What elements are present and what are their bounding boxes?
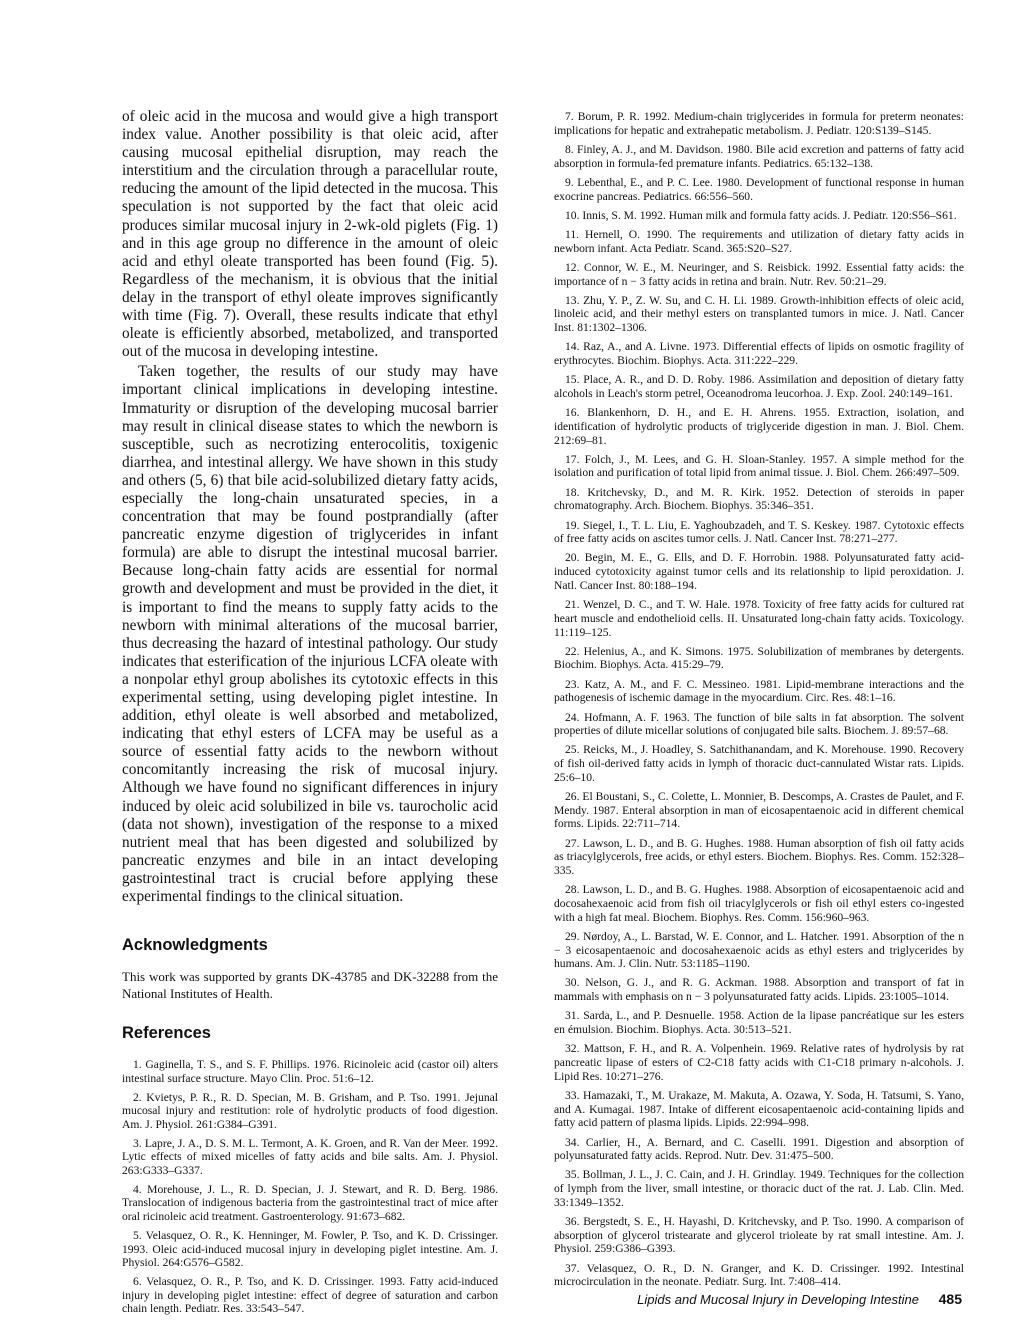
reference-item: 22. Helenius, A., and K. Simons. 1975. Solubilization of membranes by detergents. Biochim. Biophys. Acta. 415:29–79. bbox=[554, 644, 964, 672]
reference-item: 16. Blankenhorn, D. H., and E. H. Ahrens. 1955. Extraction, isolation, and identification of hydrolytic products of triglyceride digestion in man. J. Biol. Chem. 212:69–81. bbox=[554, 406, 964, 447]
references-heading: References bbox=[122, 1024, 211, 1043]
reference-item: 6. Velasquez, O. R., P. Tso, and K. D. Crissinger. 1993. Fatty acid-induced injury in developing piglet intestine: effect of degree of saturation and carbon chain length. Pediatr. Res. 33:543–547. bbox=[122, 1274, 498, 1316]
reference-item: 14. Raz, A., and A. Livne. 1973. Differential effects of lipids on osmotic fragility of erythrocytes. Biochim. Biophys. Acta. 311:222–229. bbox=[554, 340, 964, 368]
reference-item: 35. Bollman, J. L., J. C. Cain, and J. H. Grindlay. 1949. Techniques for the collection of lymph from the liver, small intestine, or thoracic duct of the rat. J. Lab. Clin. Med. 33:1349–1352. bbox=[554, 1168, 964, 1209]
acknowledgments-heading: Acknowledgments bbox=[122, 936, 268, 955]
reference-item: 30. Nelson, G. J., and R. G. Ackman. 1988. Absorption and transport of fat in mammals with emphasis on n − 3 polyunsaturated fatty acids. Lipids. 23:1005–1014. bbox=[554, 976, 964, 1004]
reference-item: 26. El Boustani, S., C. Colette, L. Monnier, B. Descomps, A. Crastes de Paulet, and F. Mendy. 1987. Enteral absorption in man of eicosapentaenoic acid in different chemical forms. Lipids. 22:711–714. bbox=[554, 790, 964, 831]
reference-item: 17. Folch, J., M. Lees, and G. H. Sloan-Stanley. 1957. A simple method for the isolation and purification of total lipid from animal tissue. J. Biol. Chem. 266:497–509. bbox=[554, 452, 964, 480]
reference-item: 9. Lebenthal, E., and P. C. Lee. 1980. Development of functional response in human exocrine pancreas. Pediatrics. 66:556–560. bbox=[554, 175, 964, 203]
reference-item: 2. Kvietys, P. R., R. D. Specian, M. B. Grisham, and P. Tso. 1991. Jejunal mucosal injury and restitution: role of hydrolytic products of food digestion. Am. J. Physiol. 261:G384–G391. bbox=[122, 1090, 498, 1131]
reference-item: 7. Borum, P. R. 1992. Medium-chain triglycerides in formula for preterm neonates: implications for hepatic and extrahepatic metabolism. J. Pediatr. 120:S139–S145. bbox=[554, 110, 964, 137]
reference-item: 20. Begin, M. E., G. Ells, and D. F. Horrobin. 1988. Polyunsaturated fatty acid-induced cytotoxicity against tumor cells and its relationship to lipid peroxidation. J. Natl. Cancer Inst. 80:188–194. bbox=[554, 551, 964, 592]
body-paragraph: Taken together, the results of our study may have important clinical implications in developing intestine. Immaturity or disruption of the developing mucosal barrier may result in clinical disease states to which the newborn is susceptible, such as necrotizing enterocolitis, toxigenic diarrhea, and intestinal allergy. We have shown in this study and others (5, 6) that bile acid-solubilized dietary fatty acids, especially the long-chain unsaturated species, in a concentration that may be found postprandially (after pancreatic enzyme digestion of triglycerides in infant formula) are able to disrupt the intestinal mucosal barrier. Because long-chain fatty acids are essential for normal growth and development and must be provided in the diet, it is important to find the means to supply fatty acids to the newborn with minimal alterations of the mucosal barrier, thus decreasing the hazard of intestinal pathology. Our study indicates that esterification of the injurious LCFA oleate with a nonpolar ethyl group abolishes its cytotoxic effects in this experimental setting, using developing piglet intestine. In addition, ethyl oleate is well absorbed and metabolized, indicating that ethyl esters of LCFA may be useful as a source of essential fatty acids to the newborn without concomitantly increasing the risk of mucosal injury. Although we have found no significant differences in injury induced by oleic acid solubilized in bile vs. taurocholic acid (data not shown), investigation of the response to a mixed nutrient meal that has been digested and solubilized by pancreatic enzymes and bile in an intact developing gastrointestinal tract is crucial before applying these experimental findings to the clinical situation. bbox=[122, 363, 498, 906]
page-footer bbox=[637, 1291, 962, 1307]
body-paragraph: of oleic acid in the mucosa and would give a high transport index value. Another possibility is that oleic acid, after causing mucosal epithelial disruption, may reach the interstitium and the circulation through a paracellular route, reducing the amount of the lipid detected in the mucosa. This speculation is not supported by the fact that oleic acid produces similar mucosal injury in 2-wk-old piglets (Fig. 1) and in this age group no difference in the amount of oleic acid and ethyl oleate transported has been found (Fig. 5). Regardless of the mechanism, it is obvious that the initial delay in the transport of ethyl oleate improves significantly with time (Fig. 7). Overall, these results indicate that ethyl oleate is efficiently absorbed, metabolized, and transported out of the mucosa in developing intestine. bbox=[122, 108, 498, 361]
reference-item: 24. Hofmann, A. F. 1963. The function of bile salts in fat absorption. The solvent properties of dilute micellar solutions of conjugated bile salts. Biochem. J. 89:57–68. bbox=[554, 710, 964, 738]
reference-item: 11. Hernell, O. 1990. The requirements and utilization of dietary fatty acids in newborn infant. Acta Pediatr. Scand. 365:S20–S27. bbox=[554, 227, 964, 255]
reference-item: 28. Lawson, L. D., and B. G. Hughes. 1988. Absorption of eicosapentaenoic acid and docosahexaenoic acid from fish oil triacylglycerols or fish oil ethyl esters co-ingested with a high fat meal. Biochem. Biophys. Res. Comm. 156:960–963. bbox=[554, 883, 964, 924]
running-title: Lipids and Mucosal Injury in Developing Intestine bbox=[637, 1292, 920, 1307]
acknowledgments-text: This work was supported by grants DK-43785 and DK-32288 from the National Institutes of Health. bbox=[122, 969, 498, 1001]
reference-item: 3. Lapre, J. A., D. S. M. L. Termont, A. K. Groen, and R. Van der Meer. 1992. Lytic effects of mixed micelles of fatty acids and bile salts. Am. J. Physiol. 263:G333–G337. bbox=[122, 1136, 498, 1178]
reference-item: 21. Wenzel, D. C., and T. W. Hale. 1978. Toxicity of free fatty acids for cultured rat heart muscle and endothelioid cells. II. Unsaturated long-chain fatty acids. Toxicology. 11:119–125. bbox=[554, 598, 964, 639]
reference-item: 29. Nørdoy, A., L. Barstad, W. E. Connor, and L. Hatcher. 1991. Absorption of the n − 3 eicosapentaenoic and docosahexaenoic acids as ethyl esters and triglycerides by humans. Am. J. Clin. Nutr. 53:1185–1190. bbox=[554, 929, 964, 971]
reference-item: 18. Kritchevsky, D., and M. R. Kirk. 1952. Detection of steroids in paper chromatography. Arch. Biochem. Biophys. 35:346–351. bbox=[554, 485, 964, 513]
references-list-right bbox=[554, 110, 964, 1295]
reference-item: 12. Connor, W. E., M. Neuringer, and S. Reisbick. 1992. Essential fatty acids: the importance of n − 3 fatty acids in retina and brain. Nutr. Rev. 50:21–29. bbox=[554, 260, 964, 288]
page-number: 485 bbox=[938, 1291, 962, 1307]
reference-item: 1. Gaginella, T. S., and S. F. Phillips. 1976. Ricinoleic acid (castor oil) alters intestinal surface structure. Mayo Clin. Proc. 51:6–12. bbox=[122, 1058, 498, 1085]
reference-item: 34. Carlier, H., A. Bernard, and C. Caselli. 1991. Digestion and absorption of polyunsaturated fatty acids. Reprod. Nutr. Dev. 31:475–500. bbox=[554, 1135, 964, 1163]
reference-item: 23. Katz, A. M., and F. C. Messineo. 1981. Lipid-membrane interactions and the pathogenesis of ischemic damage in the myocardium. Circ. Res. 48:1–16. bbox=[554, 677, 964, 705]
reference-item: 32. Mattson, F. H., and R. A. Volpenhein. 1969. Relative rates of hydrolysis by rat pancreatic lipase of esters of C2-C18 fatty acids with C1-C18 primary n-alcohols. J. Lipid Res. 10:271–276. bbox=[554, 1042, 964, 1083]
reference-item: 37. Velasquez, O. R., D. N. Granger, and K. D. Crissinger. 1992. Intestinal microcirculation in the neonate. Pediatr. Surg. Int. 7:408–414. bbox=[554, 1261, 964, 1289]
reference-item: 13. Zhu, Y. P., Z. W. Su, and C. H. Li. 1989. Growth-inhibition effects of oleic acid, linoleic acid, and their methyl esters on transplanted tumors in mice. J. Natl. Cancer Inst. 81:1302–1306. bbox=[554, 293, 964, 335]
reference-item: 5. Velasquez, O. R., K. Henninger, M. Fowler, P. Tso, and K. D. Crissinger. 1993. Oleic acid-induced mucosal injury in developing piglet intestine. Am. J. Physiol. 264:G576–G582. bbox=[122, 1228, 498, 1270]
reference-item: 15. Place, A. R., and D. D. Roby. 1986. Assimilation and deposition of dietary fatty alcohols in Leach's storm petrel, Oceanodroma leucorhoa. J. Exp. Zool. 240:149–161. bbox=[554, 373, 964, 400]
reference-item: 19. Siegel, I., T. L. Liu, E. Yaghoubzadeh, and T. S. Keskey. 1987. Cytotoxic effects of free fatty acids on ascites tumor cells. J. Natl. Cancer Inst. 78:271–277. bbox=[554, 518, 964, 546]
reference-item: 4. Morehouse, J. L., R. D. Specian, J. J. Stewart, and R. D. Berg. 1986. Translocation of indigenous bacteria from the gastrointestinal tract of mice after oral ricinoleic acid treatment. Gastroenterology. 91:673–682. bbox=[122, 1182, 498, 1224]
reference-item: 25. Reicks, M., J. Hoadley, S. Satchithanandam, and K. Morehouse. 1990. Recovery of fish oil-derived fatty acids in lymph of thoracic duct-cannulated Wistar rats. Lipids. 25:6–10. bbox=[554, 743, 964, 784]
left-column bbox=[122, 108, 498, 1321]
reference-item: 31. Sarda, L., and P. Desnuelle. 1958. Action de la lipase pancréatique sur les esters en émulsion. Biochim. Biophys. Acta. 30:513–521. bbox=[554, 1009, 964, 1037]
reference-item: 36. Bergstedt, S. E., H. Hayashi, D. Kritchevsky, and P. Tso. 1990. A comparison of absorption of glycerol tristearate and glycerol trioleate by rat small intestine. Am. J. Physiol. 259:G386–G393. bbox=[554, 1215, 964, 1256]
reference-item: 8. Finley, A. J., and M. Davidson. 1980. Bile acid excretion and patterns of fatty acid absorption in formula-fed premature infants. Pediatrics. 65:132–138. bbox=[554, 142, 964, 170]
reference-item: 27. Lawson, L. D., and B. G. Hughes. 1988. Human absorption of fish oil fatty acids as triacylglycerols, free acids, or ethyl esters. Biochem. Biophys. Res. Comm. 152:328–335. bbox=[554, 836, 964, 878]
references-list-left bbox=[122, 1058, 498, 1316]
reference-item: 33. Hamazaki, T., M. Urakaze, M. Makuta, A. Ozawa, Y. Soda, H. Tatsumi, S. Yano, and A. Kumagai. 1987. Intake of different eicosapentaenoic acid-containing lipids and fatty acid pattern of plasma lipids. Lipids. 22:994–998. bbox=[554, 1088, 964, 1130]
reference-item: 10. Innis, S. M. 1992. Human milk and formula fatty acids. J. Pediatr. 120:S56–S61. bbox=[565, 208, 957, 222]
